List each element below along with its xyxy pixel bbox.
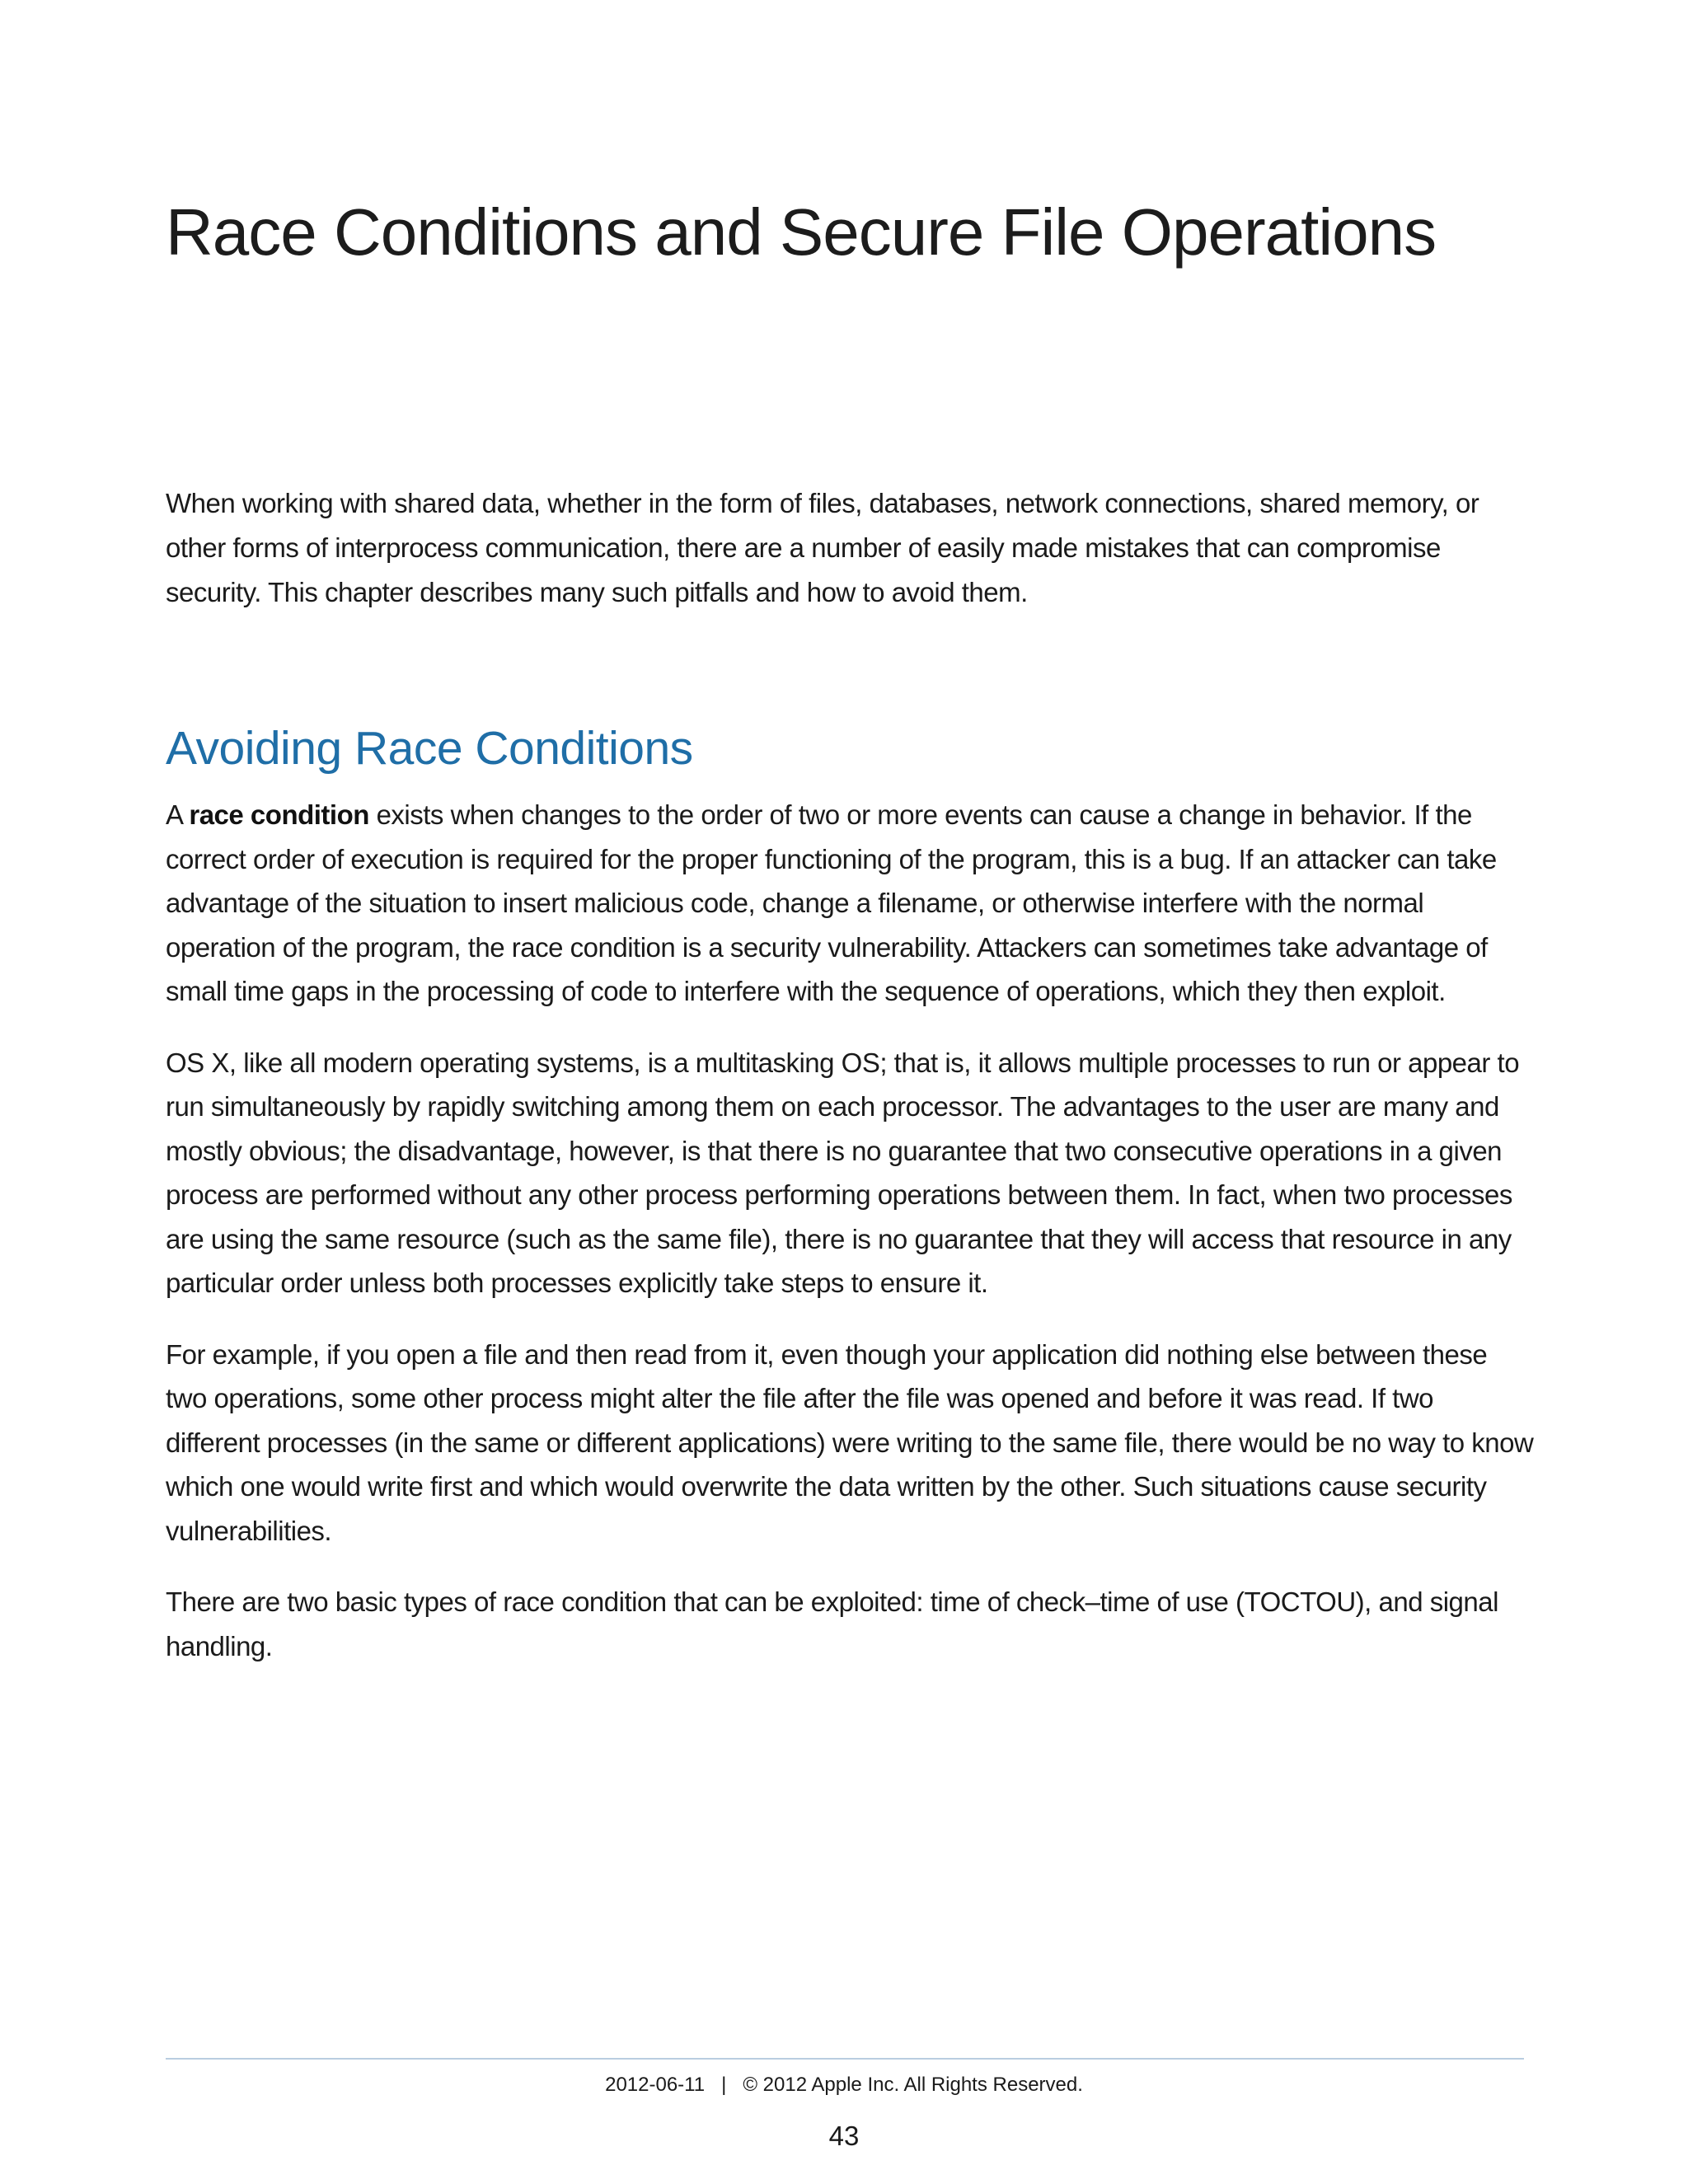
paragraph-multitasking: OS X, like all modern operating systems, is a multitasking OS; that is, it allows multiple processes to run or appear to run simultaneously by rapidly switching among them on each processor. The advantages to the user are many and mostly obvious; the disadvantage, however, is that there is no guarantee that two consecutive operations in a given process are performed without any other process performing operations between them. In fact, when two processes are using the same resource (such as the same file), there is no guarantee that they will access that resource in any particular order unless both processes explicitly take steps to ensure it. <box>166 1047 1520 1298</box>
section-heading: Avoiding Race Conditions <box>166 722 693 775</box>
page-number: 43 <box>828 2121 860 2151</box>
footer-copyright: © 2012 Apple Inc. All Rights Reserved. <box>743 2074 1083 2096</box>
paragraph-rest: exists when changes to the order of two or more events can cause a change in behavior. If the correct order of execution is required for the proper functioning of the program, this is a bug. If an attacker can take advantage of the situation to insert malicious code, change a filename, or otherwise interfere with the normal operation of the program, the race condition is a security vulnerability. Attackers can sometimes take advantage of small time gaps in the processing of code to interfere with the sequence of operations, which they then exploit. <box>166 799 1497 1006</box>
footer-divider <box>166 2058 1524 2060</box>
footer-date: 2012-06-11 <box>605 2074 706 2096</box>
chapter-intro: When working with shared data, whether in the form of files, databases, network connections, shared memory, or other forms of interprocess communication, there are a number of easily made mistakes that can compromise security. This chapter describes many such pitfalls and how to avoid them. <box>166 488 1479 607</box>
chapter-title: Race Conditions and Secure File Operations <box>166 195 1437 269</box>
paragraph-file-example: For example, if you open a file and then read from it, even though your application did nothing else between these two operations, some other process might alter the file after the file was opened and before it was read. If two different processes (in the same or different applications) were writing to the same file, there would be no way to know which one would write first and which would overwrite the data written by the other. Such situations cause security vulnerabilities. <box>166 1338 1534 1546</box>
paragraph-lead: A <box>166 799 190 830</box>
paragraph-race-types: There are two basic types of race condition that can be exploited: time of check–time of use (TOCTOU), and signal handling. <box>166 1586 1498 1661</box>
footer-separator: | <box>721 2074 727 2096</box>
paragraph-race-condition-definition <box>166 793 1534 1014</box>
section-body <box>166 793 1534 1695</box>
page-footer <box>0 2070 1688 2100</box>
defined-term-race-condition: race condition <box>189 799 369 830</box>
